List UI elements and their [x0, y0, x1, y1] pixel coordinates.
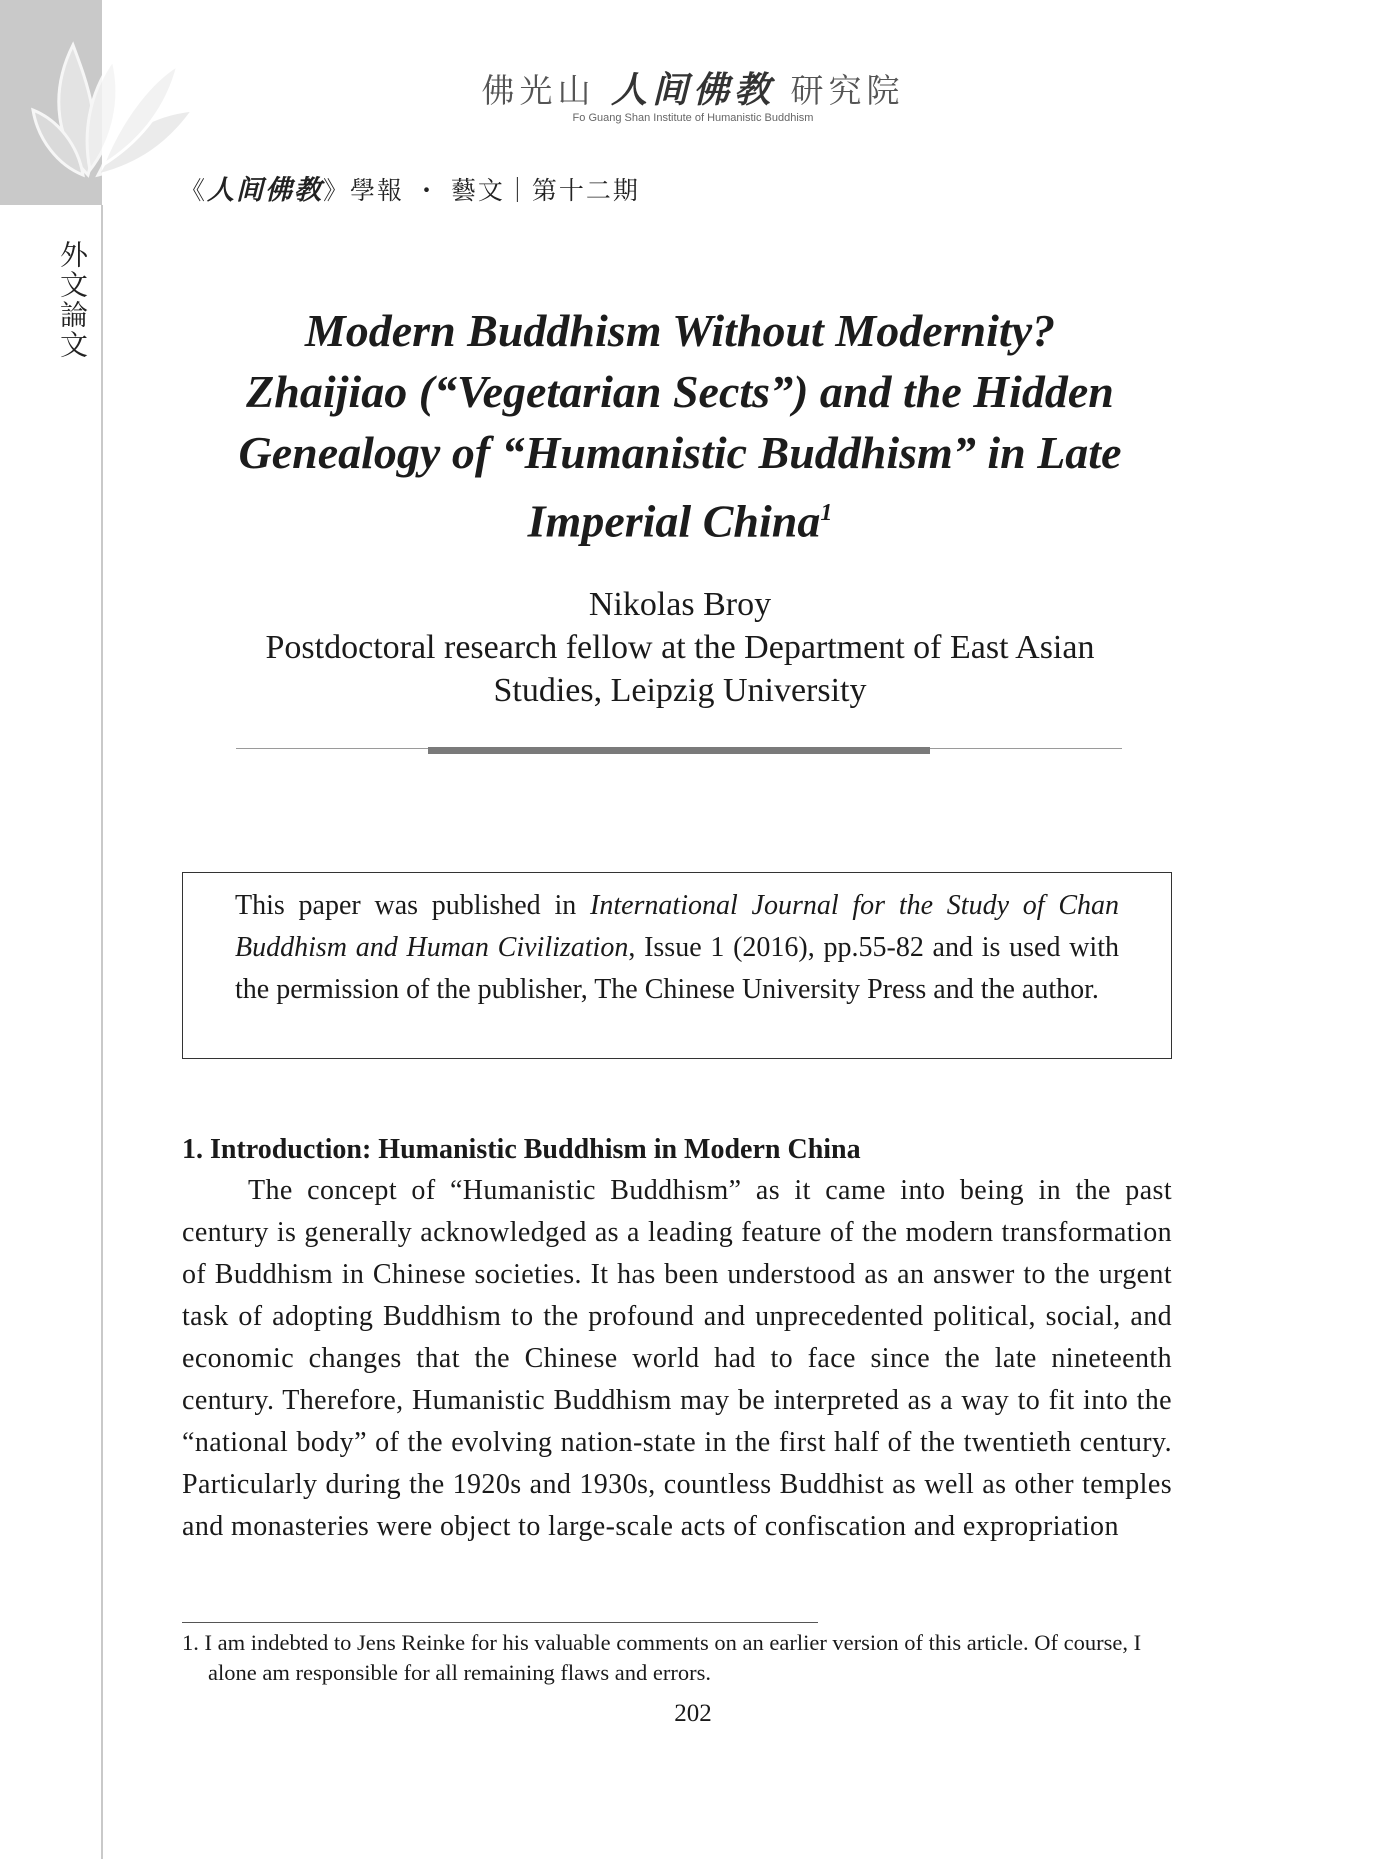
- institute-suffix: 研究院: [790, 71, 905, 110]
- journal-rest: 》學報 ・ 藝文｜第十二期: [323, 176, 640, 205]
- journal-header: [180, 168, 640, 207]
- institute-name-en: Fo Guang Shan Institute of Humanistic Buddhism: [572, 112, 814, 124]
- author-affiliation: Studies, Leipzig University: [493, 672, 867, 709]
- title-line: Imperial China$^1$: [527, 495, 833, 547]
- title-line: Modern Buddhism Without Modernity?: [304, 305, 1056, 356]
- institute-name: [0, 62, 1386, 113]
- journal-open: 《: [180, 176, 208, 205]
- publication-notice: This paper was published in International Journal for the Study of Chan Buddhism and Human Civilization, Issue 1 (2016), pp.55-82 and is used with the permission of the publisher, The Chinese University Press and the author.: [182, 872, 1172, 1059]
- footnote: 1. I am indebted to Jens Reinke for his valuable comments on an earlier version of this article. Of course, I alone am responsible for all remaining flaws and errors.: [182, 1630, 1142, 1685]
- page-number: 202: [674, 1700, 712, 1727]
- author-affiliation: Postdoctoral research fellow at the Department of East Asian: [265, 629, 1095, 666]
- title-line: Zhaijiao (“Vegetarian Sects”) and the Hidden: [246, 366, 1114, 417]
- author-name: Nikolas Broy: [588, 586, 772, 623]
- divider-thick: [428, 747, 930, 754]
- institute-prefix: 佛光山: [481, 71, 596, 110]
- section-heading: 1. Introduction: Humanistic Buddhism in Modern China: [182, 1134, 861, 1165]
- title-footnote-mark[interactable]: 1: [820, 500, 833, 526]
- footnote-rule: [182, 1622, 818, 1623]
- title-line: Genealogy of “Humanistic Buddhism” in Late: [238, 427, 1122, 478]
- author-block: [170, 583, 1190, 712]
- article-title: [170, 300, 1190, 551]
- side-band-line: [101, 205, 103, 1859]
- institute-brand: 人间佛教: [610, 69, 775, 111]
- journal-brand: 人间佛教: [207, 175, 324, 206]
- body-paragraph: The concept of “Humanistic Buddhism” as it came into being in the past century is generally acknowledged as a leading feature of the modern transformation of Buddhism in Chinese societies. It has been understood as an answer to the urgent task of adopting Buddhism to the profound and unprecedented political, social, and economic changes that the Chinese world had to face since the late nineteenth century. Therefore, Humanistic Buddhism may be interpreted as a way to fit into the “national body” of the evolving nation-state in the first half of the twentieth century. Particularly during the 1920s and 1930s, countless Buddhist as well as other temples and monasteries were object to large-scale acts of confiscation and expropriation: [182, 1175, 1172, 1542]
- section-label: 外文論文: [56, 240, 89, 360]
- journal-citation: International Journal for the Study of Chan Buddhism and Human Civilization: [235, 890, 1119, 963]
